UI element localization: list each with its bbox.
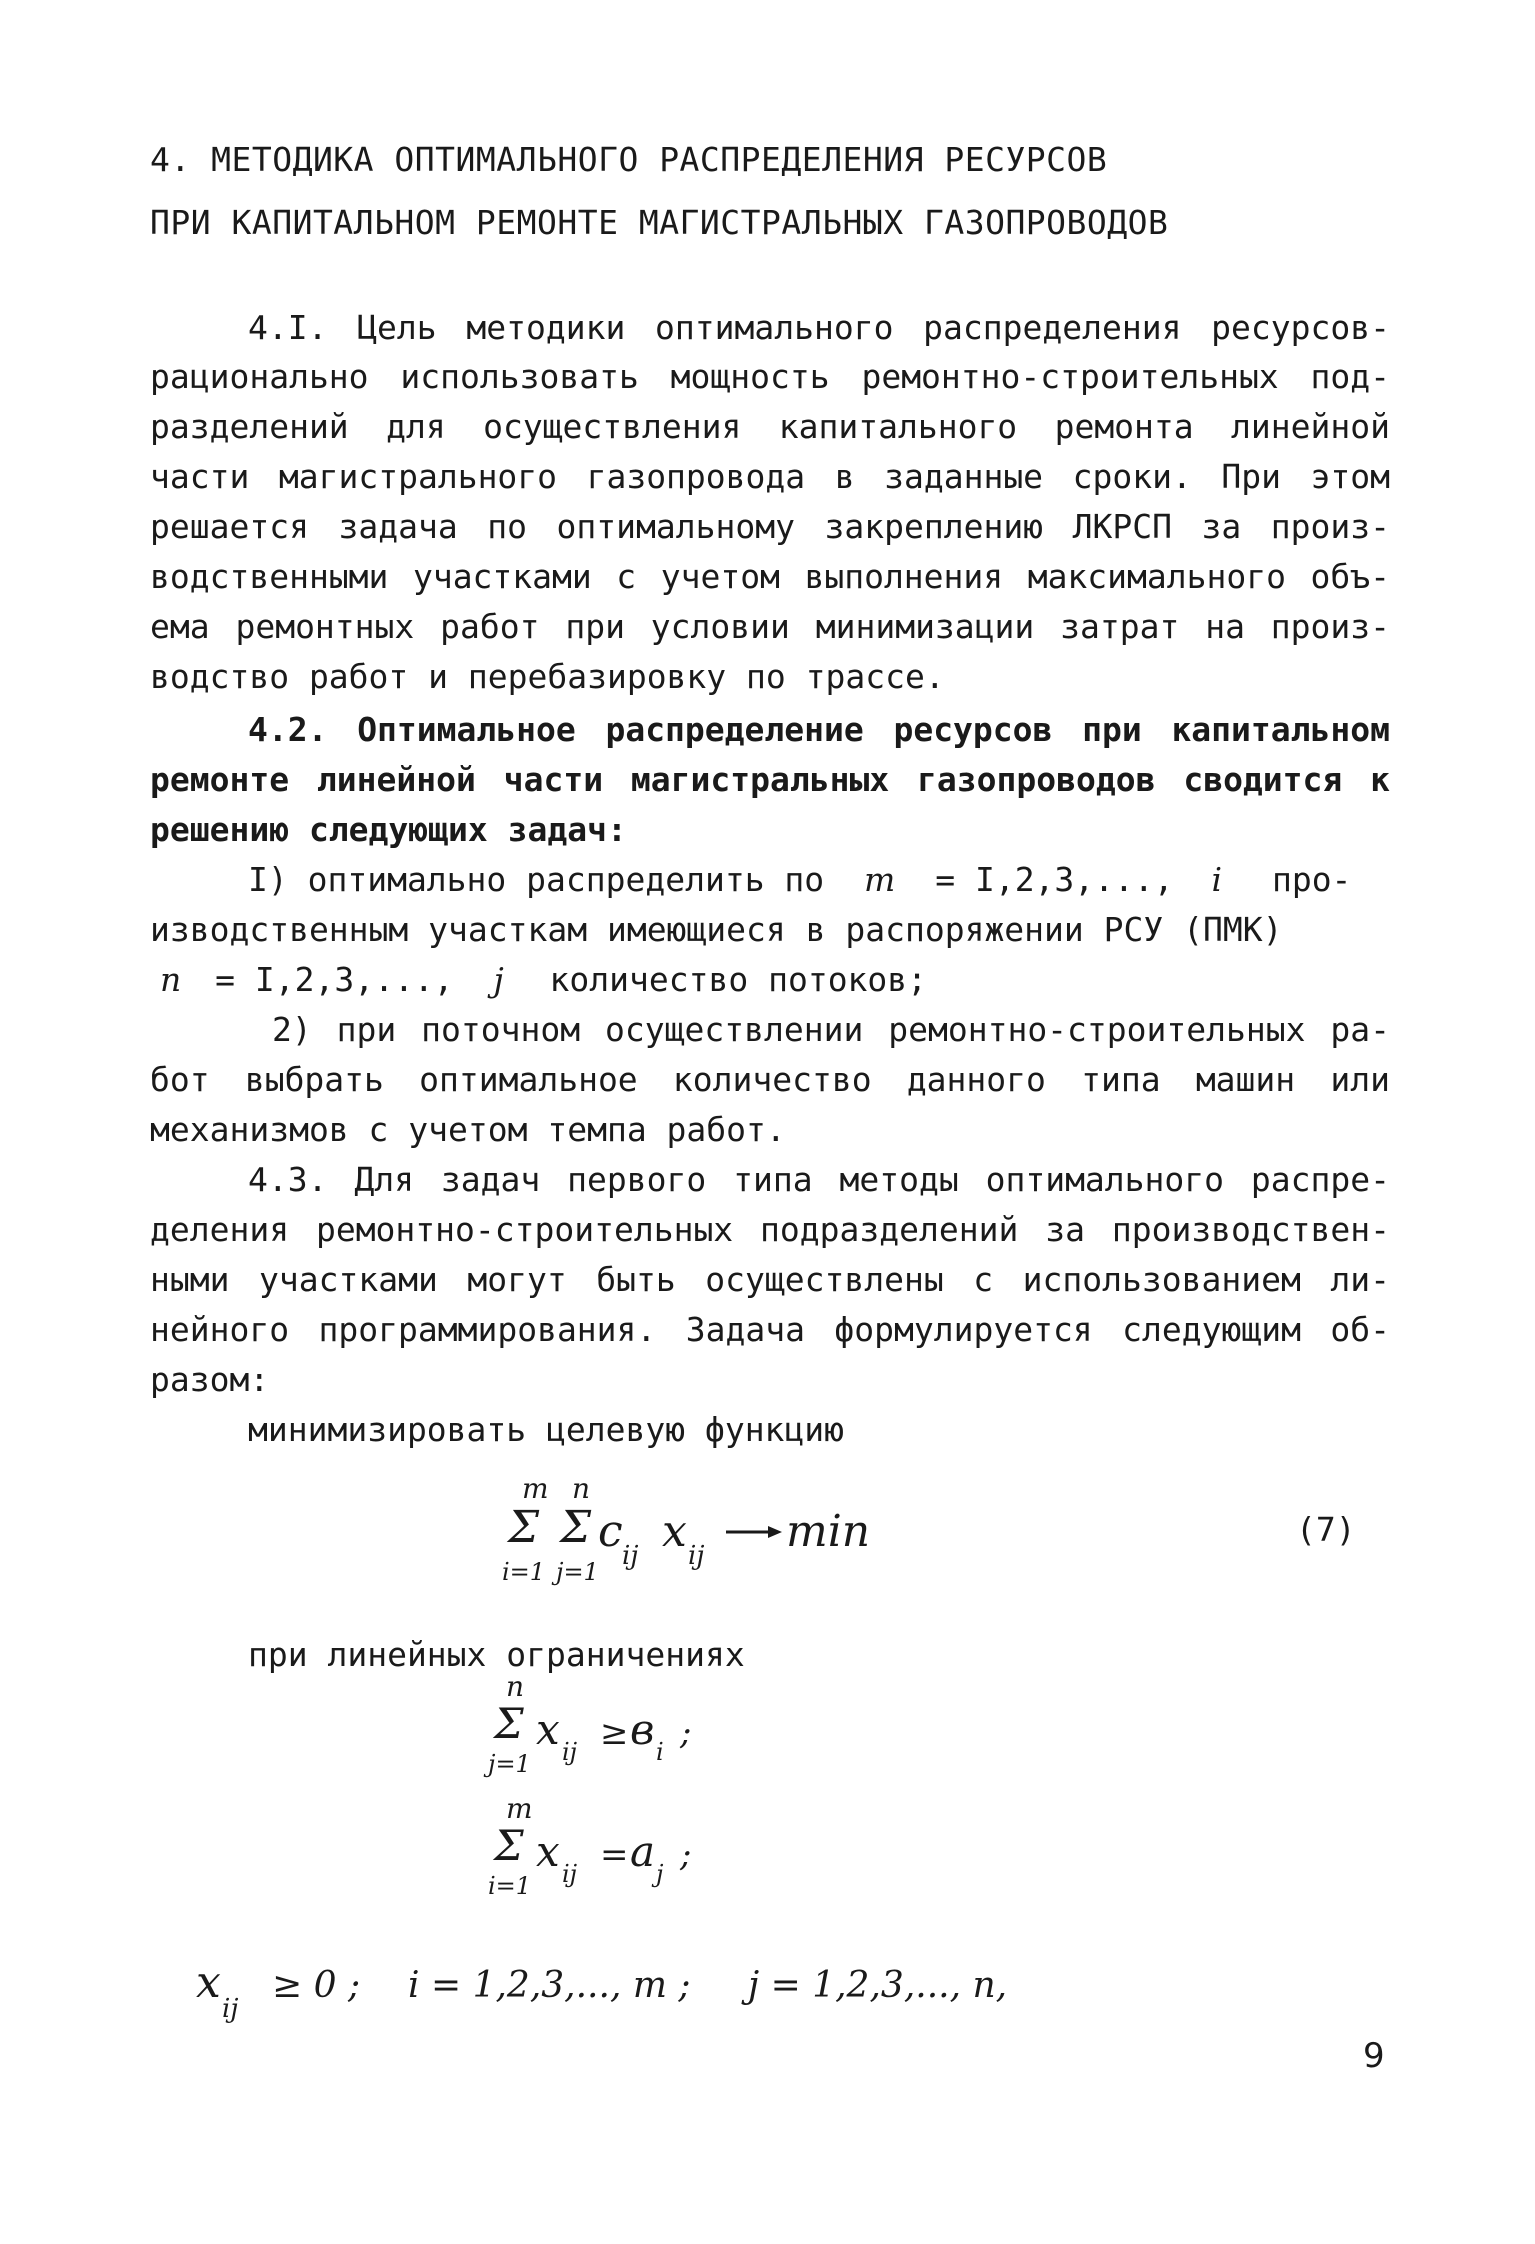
variable-subscript: ij xyxy=(562,1738,578,1766)
constraints-intro: при линейных ограничениях xyxy=(248,1635,745,1674)
j-range: j = 1,2,3,..., n, xyxy=(748,1965,1008,2006)
text-line: ремонте линейной части магистральных газопроводов сводится к xyxy=(150,760,1390,799)
page-number: 9 xyxy=(1363,2036,1385,2076)
formula-number: (7) xyxy=(1296,1510,1356,1549)
text-line: ема ремонтных работ при условии минимизации затрат на произ- xyxy=(150,607,1390,646)
text-line: ными участками могут быть осуществлены с использованием ли- xyxy=(150,1260,1390,1299)
text-line: решению следующих задач: xyxy=(150,810,627,849)
sum1-lower-limit: i=1 xyxy=(502,1558,546,1586)
constraint-2 xyxy=(480,1790,780,1900)
coefficient-c: c xyxy=(598,1506,623,1557)
upper-limit: m xyxy=(506,1792,533,1825)
coefficient-subscript: ij xyxy=(622,1541,639,1571)
text-line: 2) при поточном осуществлении ремонтно-строительных ра- xyxy=(272,1010,1390,1049)
arrow-head xyxy=(768,1526,782,1538)
text-line: рационально использовать мощность ремонтно-строительных под- xyxy=(150,357,1390,396)
text-line: разом: xyxy=(150,1360,270,1399)
lower-limit: i=1 xyxy=(488,1872,532,1900)
relation-eq: = xyxy=(600,1835,629,1875)
rhs-b: в xyxy=(630,1705,655,1754)
variable-subscript: ij xyxy=(222,1994,239,2024)
text-line: механизмов с учетом темпа работ. xyxy=(150,1110,786,1149)
section-title-line-1: 4. МЕТОДИКА ОПТИМАЛЬНОГО РАСПРЕДЕЛЕНИЯ РЕСУРСОВ xyxy=(150,140,1108,179)
upper-limit: n xyxy=(506,1670,525,1703)
formula-7 xyxy=(490,1468,950,1598)
variable-bounds xyxy=(190,1945,1090,2035)
text-line: деления ремонтно-строительных подразделений за производствен- xyxy=(150,1210,1390,1249)
target-min: min xyxy=(786,1506,871,1557)
sum2-lower-limit: j=1 xyxy=(556,1558,599,1586)
sigma-2: Σ xyxy=(560,1502,592,1553)
text-line: нейного программирования. Задача формулируется следующим об- xyxy=(150,1310,1390,1349)
text-line: 4.2. Оптимальное распределение ресурсов при капитальном xyxy=(248,710,1390,749)
i-range: i = 1,2,3,..., m ; xyxy=(408,1965,691,2006)
sigma-1: Σ xyxy=(508,1502,540,1553)
text-line: части магистрального газопровода в заданные сроки. При этом xyxy=(150,457,1390,496)
constraint-1 xyxy=(480,1668,780,1778)
text-line: водственными участками с учетом выполнения максимального объ- xyxy=(150,557,1390,596)
sum2-upper-limit: n xyxy=(572,1472,591,1505)
section-title-line-2: ПРИ КАПИТАЛЬНОМ РЕМОНТЕ МАГИСТРАЛЬНЫХ ГАЗОПРОВОДОВ xyxy=(150,203,1169,242)
text-line: 4.I. Цель методики оптимального распределения ресурсов- xyxy=(248,308,1390,347)
rhs-subscript: j xyxy=(656,1860,664,1888)
task-1-line-1: I) оптимально распределить по m = I,2,3,..., i про- xyxy=(248,860,1352,899)
semicolon: ; xyxy=(680,1713,692,1753)
text-line: водство работ и перебазировку по трассе. xyxy=(150,657,945,696)
variable-x: x xyxy=(536,1705,560,1754)
semicolon: ; xyxy=(680,1835,692,1875)
objective-intro: минимизировать целевую функцию xyxy=(248,1410,845,1449)
variable-subscript: ij xyxy=(562,1860,578,1888)
sigma: Σ xyxy=(494,1821,524,1870)
variable-x: x xyxy=(196,1957,221,2008)
text-line: разделений для осуществления капитального ремонта линейной xyxy=(150,407,1390,446)
sum1-upper-limit: m xyxy=(522,1472,549,1505)
text-line: 4.3. Для задач первого типа методы оптимального распре- xyxy=(248,1160,1390,1199)
sigma: Σ xyxy=(494,1699,524,1748)
variable-x: x xyxy=(662,1506,687,1557)
task-1-line-3: n = I,2,3,..., j количество потоков; xyxy=(160,960,928,999)
variable-x: x xyxy=(536,1827,560,1876)
lower-limit: j=1 xyxy=(488,1750,531,1778)
task-1-line-2: изводственным участкам имеющиеся в распоряжении РСУ (ПМК) xyxy=(150,910,1283,949)
nonnegativity: ≥ 0 ; xyxy=(272,1965,361,2006)
text-line: решается задача по оптимальному закреплению ЛКРСП за произ- xyxy=(150,507,1390,546)
text-line: бот выбрать оптимальное количество данного типа машин или xyxy=(150,1060,1390,1099)
rhs-subscript: i xyxy=(656,1738,664,1766)
rhs-a: a xyxy=(630,1827,656,1876)
relation-ge: ≥ xyxy=(600,1713,629,1753)
variable-subscript: ij xyxy=(688,1541,705,1571)
